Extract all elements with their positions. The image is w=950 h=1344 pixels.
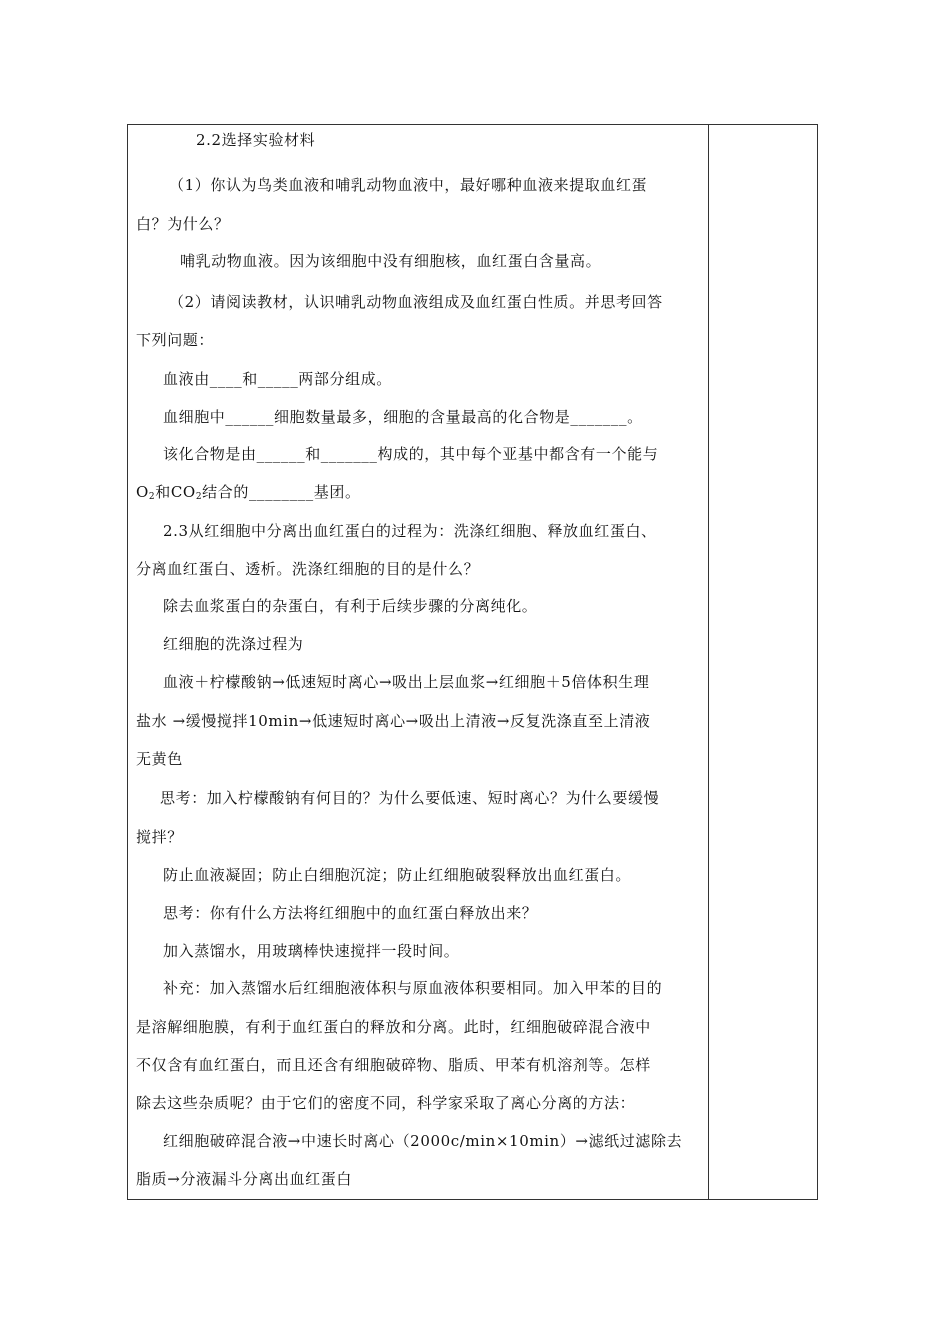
question-2-line-2: 下列问题：	[136, 331, 215, 349]
wash-process-line-2: 盐水 →缓慢搅拌10min→低速短时离心→吸出上清液→反复洗涤直至上清液	[136, 712, 651, 730]
question-1-line-1: （1）你认为鸟类血液和哺乳动物血液中，最好哪种血液来提取血红蛋	[169, 176, 648, 194]
co2-formula: $CO_2$	[170, 483, 203, 502]
section-2-3-line-2: 分离血红蛋白、透析。洗涤红细胞的目的是什么？	[136, 560, 480, 578]
table-frame	[127, 124, 818, 1200]
fill-blank-3-line-1: 该化合物是由______和_______构成的，其中每个亚基中都含有一个能与	[163, 445, 659, 463]
fill-blank-1: 血液由____和_____两部分组成。	[163, 370, 392, 388]
supplement-line-2: 是溶解细胞膜，有利于血红蛋白的释放和分离。此时，红细胞破碎混合液中	[136, 1018, 651, 1036]
section-heading-2-2: 2.2选择实验材料	[196, 131, 316, 149]
supplement-line-1: 补充：加入蒸馏水后红细胞液体积与原血液体积要相同。加入甲苯的目的	[163, 979, 663, 997]
supplement-line-4: 除去这些杂质呢？由于它们的密度不同，科学家采取了离心分离的方法：	[136, 1094, 636, 1112]
separation-process-line-1: 红细胞破碎混合液→中速长时离心（2000c/min×10min）→滤纸过滤除去	[163, 1132, 683, 1150]
wash-process-heading: 红细胞的洗涤过程为	[163, 635, 304, 653]
think-1-line-1: 思考：加入柠檬酸钠有何目的？为什么要低速、短时离心？为什么要缓慢	[160, 789, 660, 807]
think-2-question: 思考：你有什么方法将红细胞中的血红蛋白释放出来？	[163, 904, 538, 922]
question-1-line-2: 白？为什么？	[136, 215, 230, 233]
table-column-divider	[708, 124, 709, 1200]
separation-process-line-2: 脂质→分液漏斗分离出血红蛋白	[136, 1170, 352, 1188]
o2-formula: $O_2$	[136, 483, 156, 502]
question-2-line-1: （2）请阅读教材，认识哺乳动物血液组成及血红蛋白性质。并思考回答	[169, 293, 663, 311]
section-2-3-line-1: 2.3从红细胞中分离出血红蛋白的过程为：洗涤红细胞、释放血红蛋白、	[163, 522, 657, 540]
fill-blank-2: 血细胞中______细胞数量最多，细胞的含量最高的化合物是_______。	[163, 408, 643, 426]
supplement-line-3: 不仅含有血红蛋白，而且还含有细胞破碎物、脂质、甲苯有机溶剂等。怎样	[136, 1056, 651, 1074]
think-1-answer: 防止血液凝固；防止白细胞沉淀；防止红细胞破裂释放出血红蛋白。	[163, 866, 632, 884]
fill-blank-3-line-2: $O_2$和$CO_2$结合的________基团。	[136, 483, 361, 502]
answer-1: 哺乳动物血液。因为该细胞中没有细胞核，血红蛋白含量高。	[180, 252, 602, 270]
wash-process-line-3: 无黄色	[136, 750, 183, 768]
wash-process-line-1: 血液＋柠檬酸钠→低速短时离心→吸出上层血浆→红细胞＋5倍体积生理	[163, 673, 650, 691]
answer-wash-purpose: 除去血浆蛋白的杂蛋白，有利于后续步骤的分离纯化。	[163, 597, 538, 615]
think-2-answer: 加入蒸馏水，用玻璃棒快速搅拌一段时间。	[163, 942, 460, 960]
think-1-line-2: 搅拌？	[136, 828, 183, 846]
